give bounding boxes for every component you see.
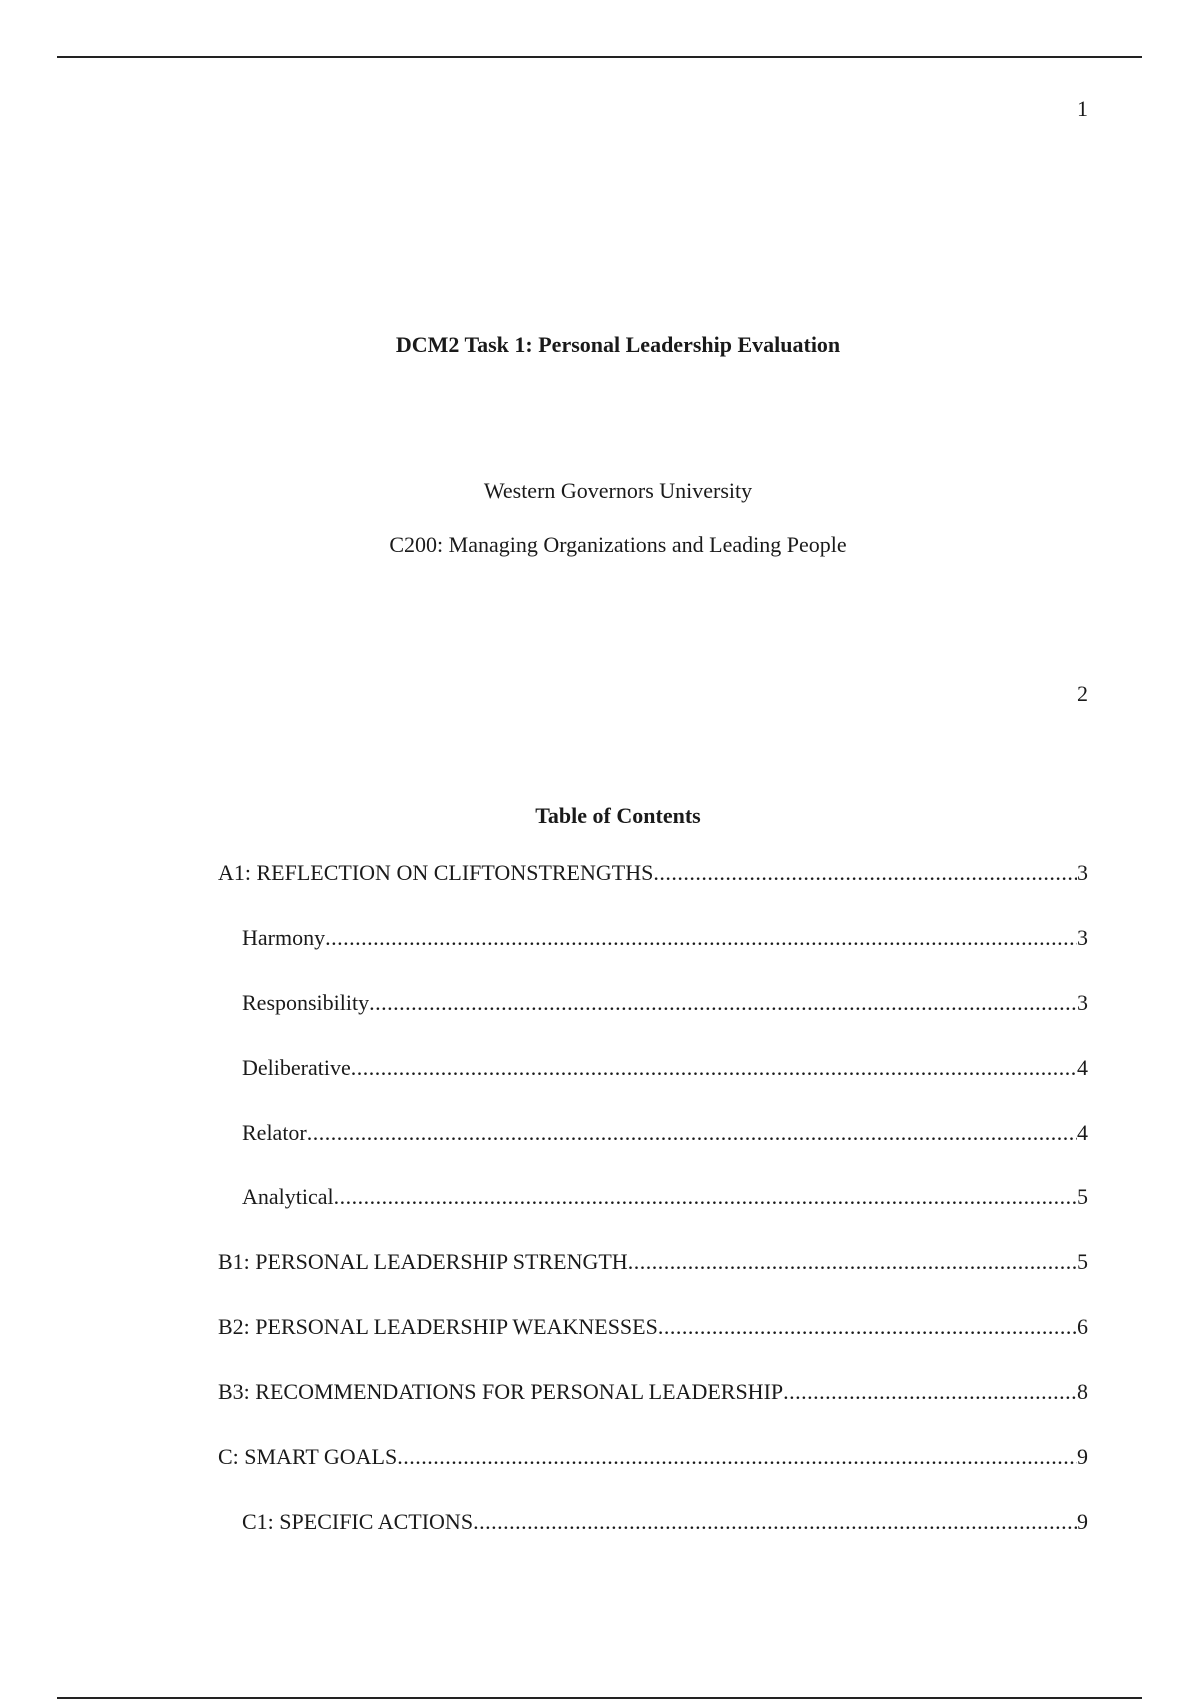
toc-entry-page: 3 [1077,924,1088,950]
toc-dot-leader [325,925,1077,951]
page-number: 1 [1077,96,1088,121]
document-title: DCM2 Task 1: Personal Leadership Evaluation [395,332,841,357]
toc-entry-page: 5 [1077,1184,1088,1210]
table-of-contents [218,860,1088,1574]
toc-dot-leader [351,1055,1077,1081]
toc-entry[interactable] [218,1249,1088,1314]
toc-entry[interactable] [218,1444,1088,1509]
toc-dot-leader [369,990,1077,1016]
toc-entry[interactable] [218,1120,1088,1185]
university-name: Western Governors University [483,478,753,503]
toc-entry-page: 3 [1077,860,1088,885]
toc-entry-label: B1: PERSONAL LEADERSHIP STRENGTH [218,1249,628,1275]
toc-dot-leader [628,1249,1077,1275]
toc-entry-page: 4 [1077,1119,1088,1145]
toc-entry[interactable] [218,925,1088,990]
toc-dot-leader [658,1314,1077,1340]
toc-entry-label: Relator [242,1119,307,1145]
toc-heading: Table of Contents [535,803,701,828]
page-number: 2 [1077,681,1088,706]
toc-entry-label: Responsibility [242,989,370,1015]
toc-dot-leader [334,1184,1077,1210]
toc-entry[interactable] [218,1314,1088,1379]
toc-entry[interactable] [218,1055,1088,1120]
toc-entry-page: 6 [1077,1314,1088,1340]
page-bottom-border [57,1697,1142,1699]
toc-entry-label: B3: RECOMMENDATIONS FOR PERSONAL LEADERSHIP [218,1379,784,1405]
toc-entry-label: Analytical [242,1184,334,1210]
toc-dot-leader [397,1444,1077,1470]
course-name: C200: Managing Organizations and Leading People [389,532,847,557]
toc-entry-label: C1: SPECIFIC ACTIONS [242,1508,474,1534]
toc-entry[interactable] [218,1379,1088,1444]
page-top-border [57,56,1142,58]
toc-entry-page: 5 [1077,1249,1088,1275]
toc-entry[interactable] [218,1509,1088,1574]
toc-entry[interactable] [218,990,1088,1055]
toc-entry-page: 4 [1077,1054,1088,1080]
toc-entry-page: 9 [1077,1508,1088,1534]
toc-entry[interactable] [218,1184,1088,1249]
toc-dot-leader [783,1379,1077,1405]
toc-entry-label: B2: PERSONAL LEADERSHIP WEAKNESSES [218,1314,658,1340]
toc-entry-page: 9 [1077,1444,1088,1470]
toc-entry[interactable] [218,860,1088,925]
toc-entry-label: C: SMART GOALS [218,1444,398,1470]
toc-dot-leader [307,1120,1077,1146]
toc-entry-page: 3 [1077,989,1088,1015]
toc-entry-page: 8 [1077,1379,1088,1405]
toc-dot-leader [473,1509,1077,1535]
toc-dot-leader [653,860,1077,886]
toc-entry-label: Harmony [242,924,326,950]
toc-entry-label: A1: REFLECTION ON CLIFTONSTRENGTHS [218,860,654,885]
toc-entry-label: Deliberative [242,1054,351,1080]
